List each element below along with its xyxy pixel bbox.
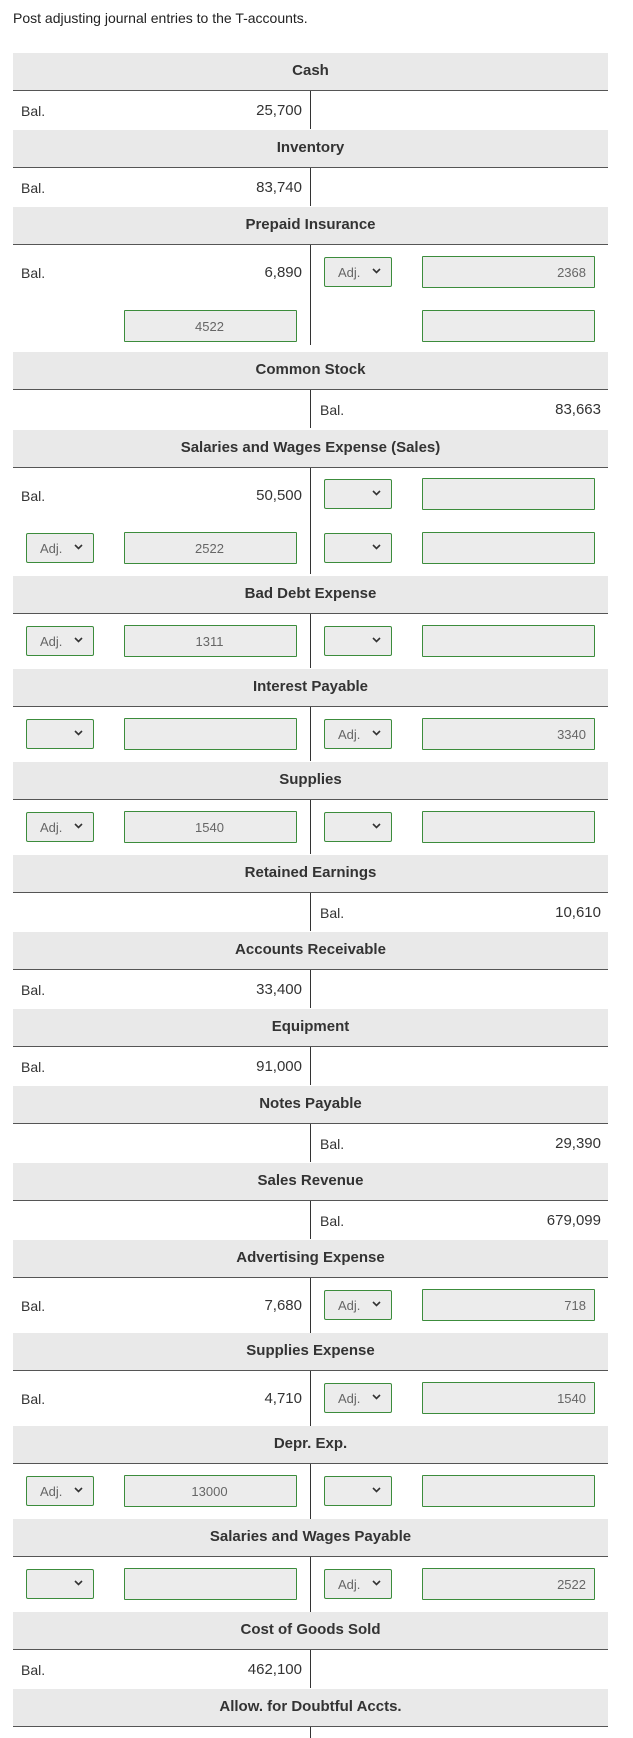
bal-label: Bal. [21, 1059, 46, 1075]
credit-label-select[interactable] [324, 533, 392, 563]
account-title: Cash [292, 62, 329, 79]
debit-amount-input[interactable] [124, 811, 297, 843]
credit-balance: 679,099 [546, 1212, 601, 1229]
chevron-down-icon [372, 1580, 381, 1586]
chevron-down-icon [372, 268, 381, 274]
credit-label-select[interactable] [324, 1569, 392, 1599]
account-title: Depr. Exp. [273, 1435, 348, 1452]
account-title: Sales Revenue [257, 1172, 364, 1189]
debit-balance: 7,680 [264, 1297, 302, 1314]
debit-label-select[interactable] [26, 1569, 94, 1599]
bal-label: Bal. [21, 488, 46, 504]
credit-amount-input[interactable] [422, 1568, 595, 1600]
select-value: Adj. [338, 1577, 361, 1592]
t-account-divider [310, 1371, 311, 1426]
bal-label: Bal. [21, 180, 46, 196]
bal-label: Bal. [21, 103, 46, 119]
account-header-bad-debt-expense [13, 576, 608, 614]
credit-amount-input[interactable] [422, 625, 595, 657]
bal-label: Bal. [320, 402, 345, 418]
bal-label: Bal. [21, 1662, 46, 1678]
chevron-down-icon [372, 1394, 381, 1400]
account-header-prepaid-insurance [13, 207, 608, 245]
bal-label: Bal. [21, 1391, 46, 1407]
t-account-divider [310, 1650, 311, 1688]
debit-balance: 462,100 [247, 1661, 302, 1678]
t-account-divider [310, 1124, 311, 1162]
t-account-divider [310, 614, 311, 668]
credit-label-select[interactable] [324, 479, 392, 509]
t-account-divider [310, 245, 311, 345]
debit-label-select[interactable] [26, 719, 94, 749]
credit-balance: 83,663 [555, 401, 601, 418]
account-header-salaries-wages-expense [13, 430, 608, 468]
input-value: 1540 [557, 1391, 586, 1406]
t-account-divider [310, 707, 311, 761]
select-value: Adj. [40, 634, 63, 649]
credit-amount-input[interactable] [422, 478, 595, 510]
bal-label: Bal. [320, 905, 345, 921]
bal-label: Bal. [21, 982, 46, 998]
credit-amount-input[interactable] [422, 256, 595, 288]
account-header-cost-of-goods-sold [13, 1612, 608, 1650]
account-header-allowance-doubtful-accounts [13, 1689, 608, 1727]
debit-balance: 25,700 [256, 102, 302, 119]
debit-label-select[interactable] [26, 533, 94, 563]
select-value: Adj. [40, 541, 63, 556]
debit-balance: 91,000 [256, 1058, 302, 1075]
account-title: Advertising Expense [236, 1249, 385, 1266]
account-title: Equipment [271, 1018, 350, 1035]
input-value: 3340 [557, 727, 586, 742]
bal-label: Bal. [320, 1136, 345, 1152]
account-header-sales-revenue [13, 1163, 608, 1201]
t-account-divider [310, 1464, 311, 1519]
account-title: Salaries and Wages Expense (Sales) [180, 439, 441, 456]
debit-balance: 6,890 [264, 264, 302, 281]
chevron-down-icon [74, 1580, 83, 1586]
credit-label-select[interactable] [324, 1290, 392, 1320]
account-title: Interest Payable [252, 678, 369, 695]
account-title: Retained Earnings [244, 864, 377, 881]
credit-label-select[interactable] [324, 626, 392, 656]
credit-label-select[interactable] [324, 257, 392, 287]
account-title: Allow. for Doubtful Accts. [219, 1698, 402, 1715]
select-value: Adj. [338, 1391, 361, 1406]
debit-label-select[interactable] [26, 812, 94, 842]
t-account-divider [310, 168, 311, 206]
account-title: Notes Payable [259, 1095, 362, 1112]
select-value: Adj. [338, 1298, 361, 1313]
debit-balance: 83,740 [256, 179, 302, 196]
input-value: 2522 [195, 541, 224, 556]
account-header-notes-payable [13, 1086, 608, 1124]
chevron-down-icon [372, 490, 381, 496]
chevron-down-icon [74, 730, 83, 736]
account-header-supplies-expense [13, 1333, 608, 1371]
bal-label: Bal. [320, 1213, 345, 1229]
t-account-divider [310, 390, 311, 428]
account-header-retained-earnings [13, 855, 608, 893]
account-header-advertising-expense [13, 1240, 608, 1278]
credit-amount-input[interactable] [422, 718, 595, 750]
credit-amount-input[interactable] [422, 811, 595, 843]
debit-label-select[interactable] [26, 626, 94, 656]
account-title: Salaries and Wages Payable [209, 1528, 412, 1545]
chevron-down-icon [372, 1487, 381, 1493]
credit-balance: 10,610 [555, 904, 601, 921]
debit-balance: 33,400 [256, 981, 302, 998]
account-header-cash [13, 53, 608, 91]
select-value: Adj. [338, 265, 361, 280]
t-account-divider [310, 1278, 311, 1333]
account-title: Inventory [276, 139, 345, 156]
input-value: 13000 [191, 1484, 228, 1499]
t-account-divider [310, 1557, 311, 1612]
select-value: Adj. [40, 1484, 63, 1499]
debit-amount-input[interactable] [124, 718, 297, 750]
t-account-divider [310, 893, 311, 931]
debit-amount-input[interactable] [124, 1568, 297, 1600]
select-value: Adj. [338, 727, 361, 742]
credit-label-select[interactable] [324, 1383, 392, 1413]
credit-amount-input[interactable] [422, 1382, 595, 1414]
account-title: Cost of Goods Sold [240, 1621, 381, 1638]
account-header-equipment [13, 1009, 608, 1047]
debit-balance: 50,500 [256, 487, 302, 504]
debit-amount-input[interactable] [124, 532, 297, 564]
credit-label-select[interactable] [324, 719, 392, 749]
chevron-down-icon [372, 544, 381, 550]
account-header-depr-exp [13, 1426, 608, 1464]
account-title: Accounts Receivable [235, 941, 386, 958]
t-account-divider [310, 1047, 311, 1085]
credit-amount-input[interactable] [422, 532, 595, 564]
chevron-down-icon [372, 823, 381, 829]
credit-amount-input[interactable] [422, 310, 595, 342]
account-header-common-stock [13, 352, 608, 390]
account-title: Prepaid Insurance [245, 216, 376, 233]
t-account-divider [310, 800, 311, 854]
credit-amount-input[interactable] [422, 1475, 595, 1507]
t-account-divider [310, 1727, 311, 1738]
account-header-inventory [13, 130, 608, 168]
credit-balance: 29,390 [555, 1135, 601, 1152]
bal-label: Bal. [21, 1298, 46, 1314]
account-header-supplies [13, 762, 608, 800]
chevron-down-icon [74, 1487, 83, 1493]
chevron-down-icon [74, 544, 83, 550]
chevron-down-icon [372, 730, 381, 736]
bal-label: Bal. [21, 265, 46, 281]
debit-balance: 4,710 [264, 1390, 302, 1407]
t-account-divider [310, 1201, 311, 1239]
account-title: Supplies Expense [246, 1342, 375, 1359]
input-value: 2522 [557, 1577, 586, 1592]
credit-label-select[interactable] [324, 1476, 392, 1506]
chevron-down-icon [372, 637, 381, 643]
t-account-divider [310, 970, 311, 1008]
debit-amount-input[interactable] [124, 1475, 297, 1507]
chevron-down-icon [372, 1301, 381, 1307]
t-account-divider [310, 468, 311, 574]
instruction-text: Post adjusting journal entries to the T-accounts. [13, 10, 308, 26]
account-header-interest-payable [13, 669, 608, 707]
select-value: Adj. [40, 820, 63, 835]
chevron-down-icon [74, 637, 83, 643]
account-header-salaries-wages-payable [13, 1519, 608, 1557]
input-value: 4522 [195, 319, 224, 334]
credit-label-select[interactable] [324, 812, 392, 842]
input-value: 1540 [195, 820, 224, 835]
t-account-divider [310, 91, 311, 129]
debit-amount-input[interactable] [124, 310, 297, 342]
account-title: Common Stock [255, 361, 366, 378]
account-header-accounts-receivable [13, 932, 608, 970]
input-value: 1311 [195, 634, 224, 649]
debit-label-select[interactable] [26, 1476, 94, 1506]
account-title: Bad Debt Expense [244, 585, 377, 602]
input-value: 2368 [557, 265, 586, 280]
account-title: Supplies [279, 771, 342, 788]
input-value: 718 [564, 1298, 586, 1313]
chevron-down-icon [74, 823, 83, 829]
debit-amount-input[interactable] [124, 625, 297, 657]
credit-amount-input[interactable] [422, 1289, 595, 1321]
